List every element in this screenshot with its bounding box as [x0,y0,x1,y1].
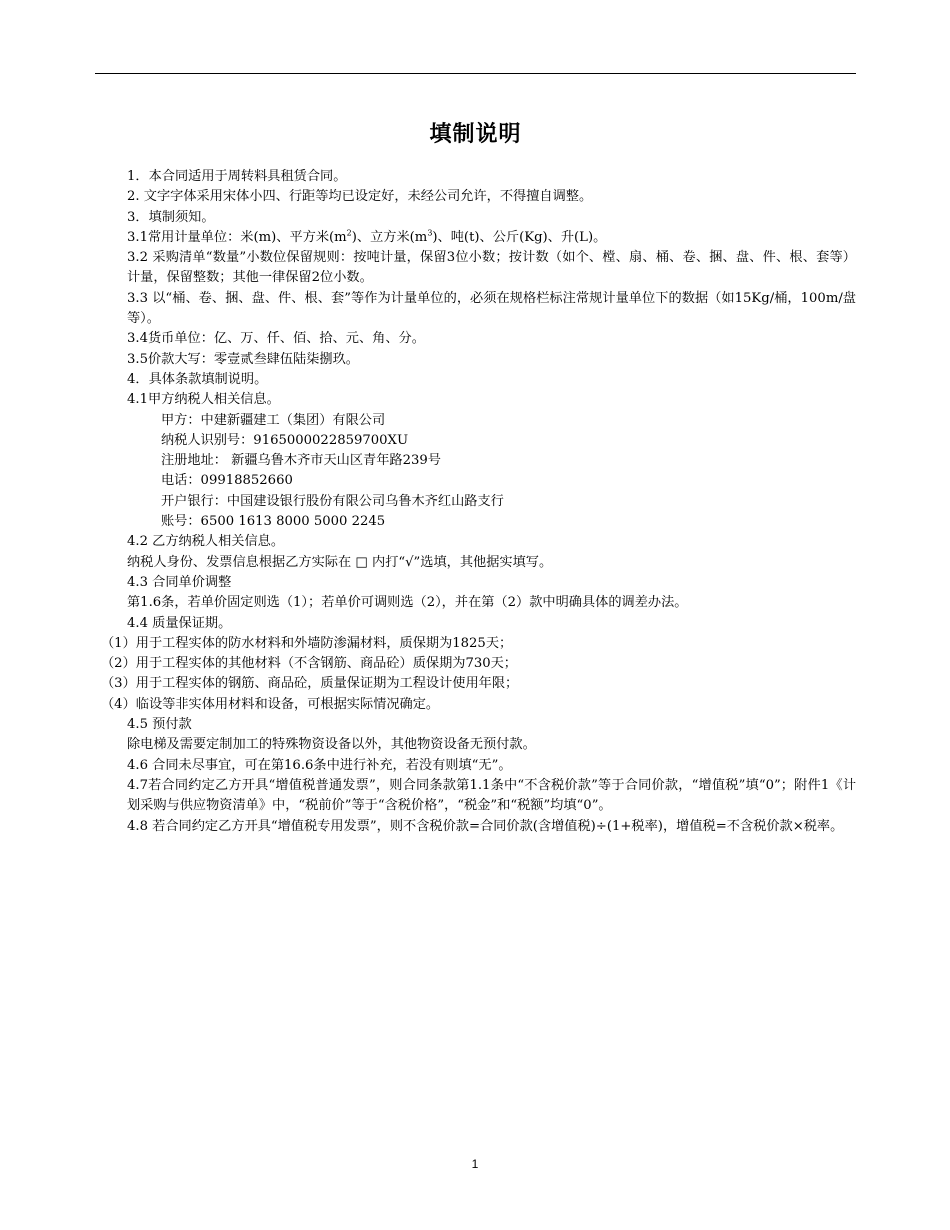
item-3-3: 3.3 以“桶、卷、捆、盘、件、根、套”等作为计量单位的，必须在规格栏标注常规计量单位下的数据（如15Kg/桶，100m/盘等）。 [127,290,856,327]
header-rule [95,73,856,74]
party-a-account: 账号：6500 1613 8000 5000 2245 [161,514,386,530]
item-3: 3．填制须知。 [127,209,215,225]
item-4-6: 4.6 合同未尽事宜，可在第16.6条中进行补充，若没有则填“无”。 [127,757,512,773]
warranty-item-2: （2）用于工程实体的其他材料（不含钢筋、商品砼）质保期为730天； [101,656,517,672]
item-3-1 [95,228,856,248]
item-4-5: 4.5 预付款 [127,717,192,733]
item-4-2-note: 纳税人身份、发票信息根据乙方实际在 □ 内打“√”选填，其他据实填写。 [127,554,553,570]
item-2: 2. 文字字体采用宋体小四、行距等均已设定好，未经公司允许，不得擅自调整。 [127,189,593,205]
item-3-4: 3.4货币单位：亿、万、仟、佰、拾、元、角、分。 [127,331,425,347]
instructions-body [95,167,856,837]
item-4-7: 4.7若合同约定乙方开具“增值税普通发票”，则合同条款第1.1条中“不含税价款”等于合同价款，“增值税”填“0”；附件1《计划采购与供应物资清单》中，“税前价”等于“含税价格”，“税金”和“税额”均填“0”。 [127,777,857,814]
item-4-4: 4.4 质量保证期。 [127,615,232,631]
item-3-2: 3.2 采购清单“数量”小数位保留规则：按吨计量，保留3位小数；按计数（如个、樘、扇、桶、卷、捆、盘、件、根、套等）计量，保留整数；其他一律保留2位小数。 [127,250,856,286]
item-3-1-text-c: )、吨(t)、公斤(Kg)、升(L)。 [432,229,607,245]
item-4-8: 4.8 若合同约定乙方开具“增值税专用发票”，则不含税价款=合同价款(含增值税)÷(1+税率)，增值税=不含税价款×税率。 [127,818,844,834]
item-4-5-note: 除电梯及需要定制加工的特殊物资设备以外，其他物资设备无预付款。 [127,737,536,753]
item-4-2: 4.2 乙方纳税人相关信息。 [127,534,285,550]
item-3-1-text-a: 3.1常用计量单位：米(m)、平方米(m [127,229,347,245]
item-3-1-text-b: )、立方米(m [351,229,428,245]
item-1: 1．本合同适用于周转料具租赁合同。 [127,169,347,184]
party-a-phone: 电话：09918852660 [161,473,293,489]
warranty-item-3: （3）用于工程实体的钢筋、商品砼，质量保证期为工程设计使用年限； [101,676,519,692]
party-a-name: 甲方：中建新疆建工（集团）有限公司 [161,412,386,428]
warranty-item-4: （4）临设等非实体用材料和设备，可根据实际情况确定。 [101,696,440,712]
item-4-3-note: 第1.6条，若单价固定则选（1）；若单价可调则选（2），并在第（2）款中明确具体的调差办法。 [127,595,688,611]
party-a-tax-id: 纳税人识别号：9165000022859700XU [161,432,409,448]
superscript-2: 2 [346,228,352,238]
warranty-item-1: （1）用于工程实体的防水材料和外墙防渗漏材料，质保期为1825天； [101,635,513,651]
party-a-bank: 开户银行：中国建设银行股份有限公司乌鲁木齐红山路支行 [161,493,504,509]
page-title: 填制说明 [429,122,522,147]
item-3-5: 3.5价款大写：零壹贰叁肆伍陆柒捌玖。 [127,351,359,367]
item-4-1: 4.1甲方纳税人相关信息。 [127,392,280,408]
party-a-address: 注册地址： 新疆乌鲁木齐市天山区青年路239号 [161,453,441,469]
item-4: 4．具体条款填制说明。 [127,371,268,387]
superscript-3: 3 [427,228,433,238]
page-number: 1 [471,1157,479,1171]
item-4-3: 4.3 合同单价调整 [127,574,232,590]
